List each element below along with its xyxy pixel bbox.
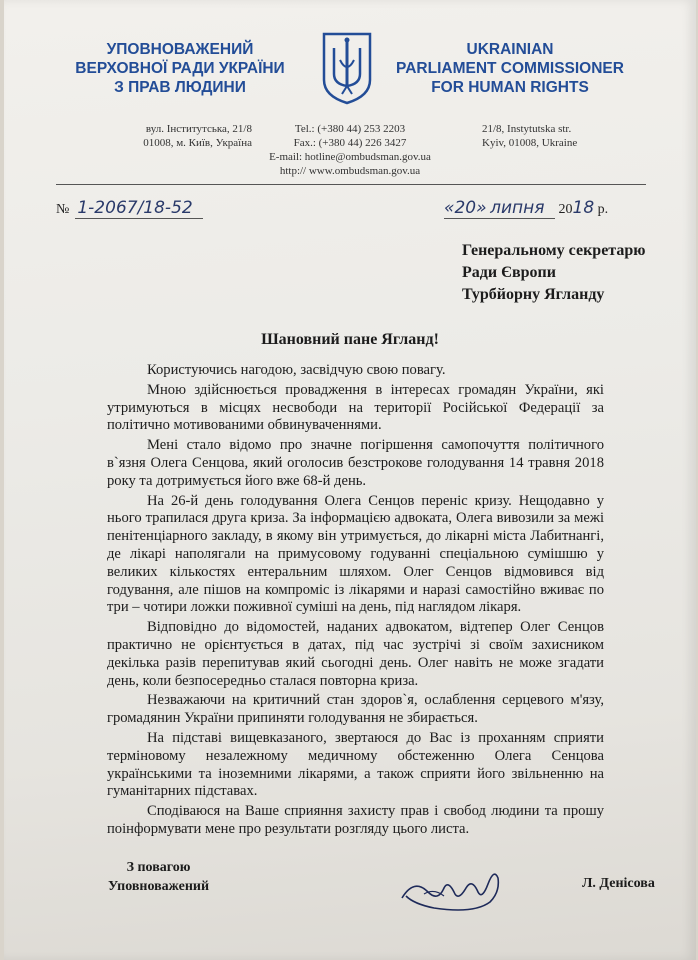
email-line: E-mail: hotline@ombudsman.gov.ua [269, 151, 431, 163]
letter-body [107, 362, 604, 841]
website-line: http:// www.ombudsman.gov.ua [279, 165, 421, 177]
body-paragraph: Мною здійснюється провадження в інтересах громадян України, які утримуються в місцях несвободи на території Російської Федерації за політично мотивованими обвинуваченнями. [107, 381, 604, 434]
reference-prefix: № [56, 202, 70, 217]
header-right-line: UKRAINIAN [466, 41, 554, 58]
header-left-line: ВЕРХОВНОЇ РАДИ УКРАЇНИ [75, 60, 285, 77]
date-year-suffix: 18 [572, 198, 595, 218]
body-paragraph: На 26-й день голодування Олега Сенцов переніс кризу. Нещодавно у нього трапилася друга криза. За інформацією адвоката, Олега вивозили за межі пенітенціарного закладу, в якому він утримується, до лікарні міста Лабитнангі, де лікарі наполягали на примусовому годуванні спеціальною сумішшю у великих кількостях ентеральним шляхом. Олег Сенцов відмовився від годування, але пішов на компроміс із лікарями и наразі самостійно вживає по три – чотири ложки поживної суміші на день, під наглядом лікаря. [107, 492, 604, 616]
reference-number [56, 198, 203, 218]
addressee-line: Турбйорну Ягланду [462, 286, 605, 303]
contact-block [250, 122, 450, 178]
address-english [482, 122, 612, 150]
address-line: 01008, м. Київ, Україна [143, 137, 252, 149]
header-right-line: PARLIAMENT COMMISSIONER [396, 60, 624, 77]
body-paragraph: Мені стало відомо про значне погіршення самопочуття політичного в`язня Олега Сенцова, який оголосив безстрокове голодування 14 травня 2018 року та дотримується його вже 68-й день. [107, 437, 604, 489]
salutation: Шановний пане Ягланд! [261, 331, 439, 348]
header-left-line: УПОВНОВАЖЕНИЙ [106, 41, 254, 58]
letter-date [444, 198, 608, 219]
handwritten-signature-icon [394, 858, 524, 918]
trident-emblem-icon [320, 30, 374, 106]
date-year-prefix: 20 [558, 202, 573, 217]
date-month: липня [490, 198, 545, 218]
body-paragraph: Користуючись нагодою, засвідчую свою повагу. [147, 362, 446, 378]
reference-value: 1-2067/18-52 [75, 198, 202, 219]
address-ukrainian [82, 122, 252, 150]
closing-block [108, 858, 209, 896]
header-left-line: З ПРАВ ЛЮДИНИ [114, 79, 246, 96]
body-paragraph: Відповідно до відомостей, наданих адвокатом, відтепер Олег Сенцов практично не орієнтується в датах, під час зустрічі зі своїм захисником декілька разів перепитував який сьогодні день. Олег навіть не може згадати день, коли безпосередньо сталася повторна криза. [107, 619, 604, 689]
closing-line: З повагою [126, 860, 191, 875]
address-line: вул. Інститутська, 21/8 [145, 123, 252, 135]
header-right-line: FOR HUMAN RIGHTS [431, 79, 589, 96]
header-divider [56, 184, 646, 185]
address-line: Kyiv, 01008, Ukraine [482, 137, 578, 149]
header-left-ukrainian [60, 40, 300, 97]
addressee-line: Ради Європи [462, 264, 556, 281]
closing-line: Уповноважений [108, 879, 210, 894]
letter-page [4, 0, 696, 960]
phone-line: Tel.: (+380 44) 253 2203 [294, 123, 406, 135]
addressee-line: Генеральному секретарю [462, 242, 646, 259]
date-day: «20» [444, 198, 487, 218]
date-suffix: р. [597, 202, 609, 217]
fax-line: Fax.: (+380 44) 226 3427 [293, 137, 407, 149]
address-line: 21/8, Instytutska str. [482, 123, 572, 135]
body-paragraph: На підставі вищевказаного, звертаюся до Вас із проханням сприяти терміновому незалежному медичному обстеженню Олега Сенцова українськими та іноземними лікарями, а також сприяти його звільненню на гуманітарних підставах. [107, 729, 604, 800]
addressee-block [462, 240, 645, 306]
body-paragraph: Сподіваюся на Ваше сприяння захисту прав і свобод людини та прошу поінформувати мене про результати розгляду цього листа. [107, 803, 604, 837]
header-right-english [390, 40, 630, 97]
body-paragraph: Незважаючи на критичний стан здоров`я, ослаблення серцевого м'язу, громадянин України припиняти голодування не збирається. [107, 692, 604, 727]
signatory-name: Л. Денісова [582, 876, 655, 891]
